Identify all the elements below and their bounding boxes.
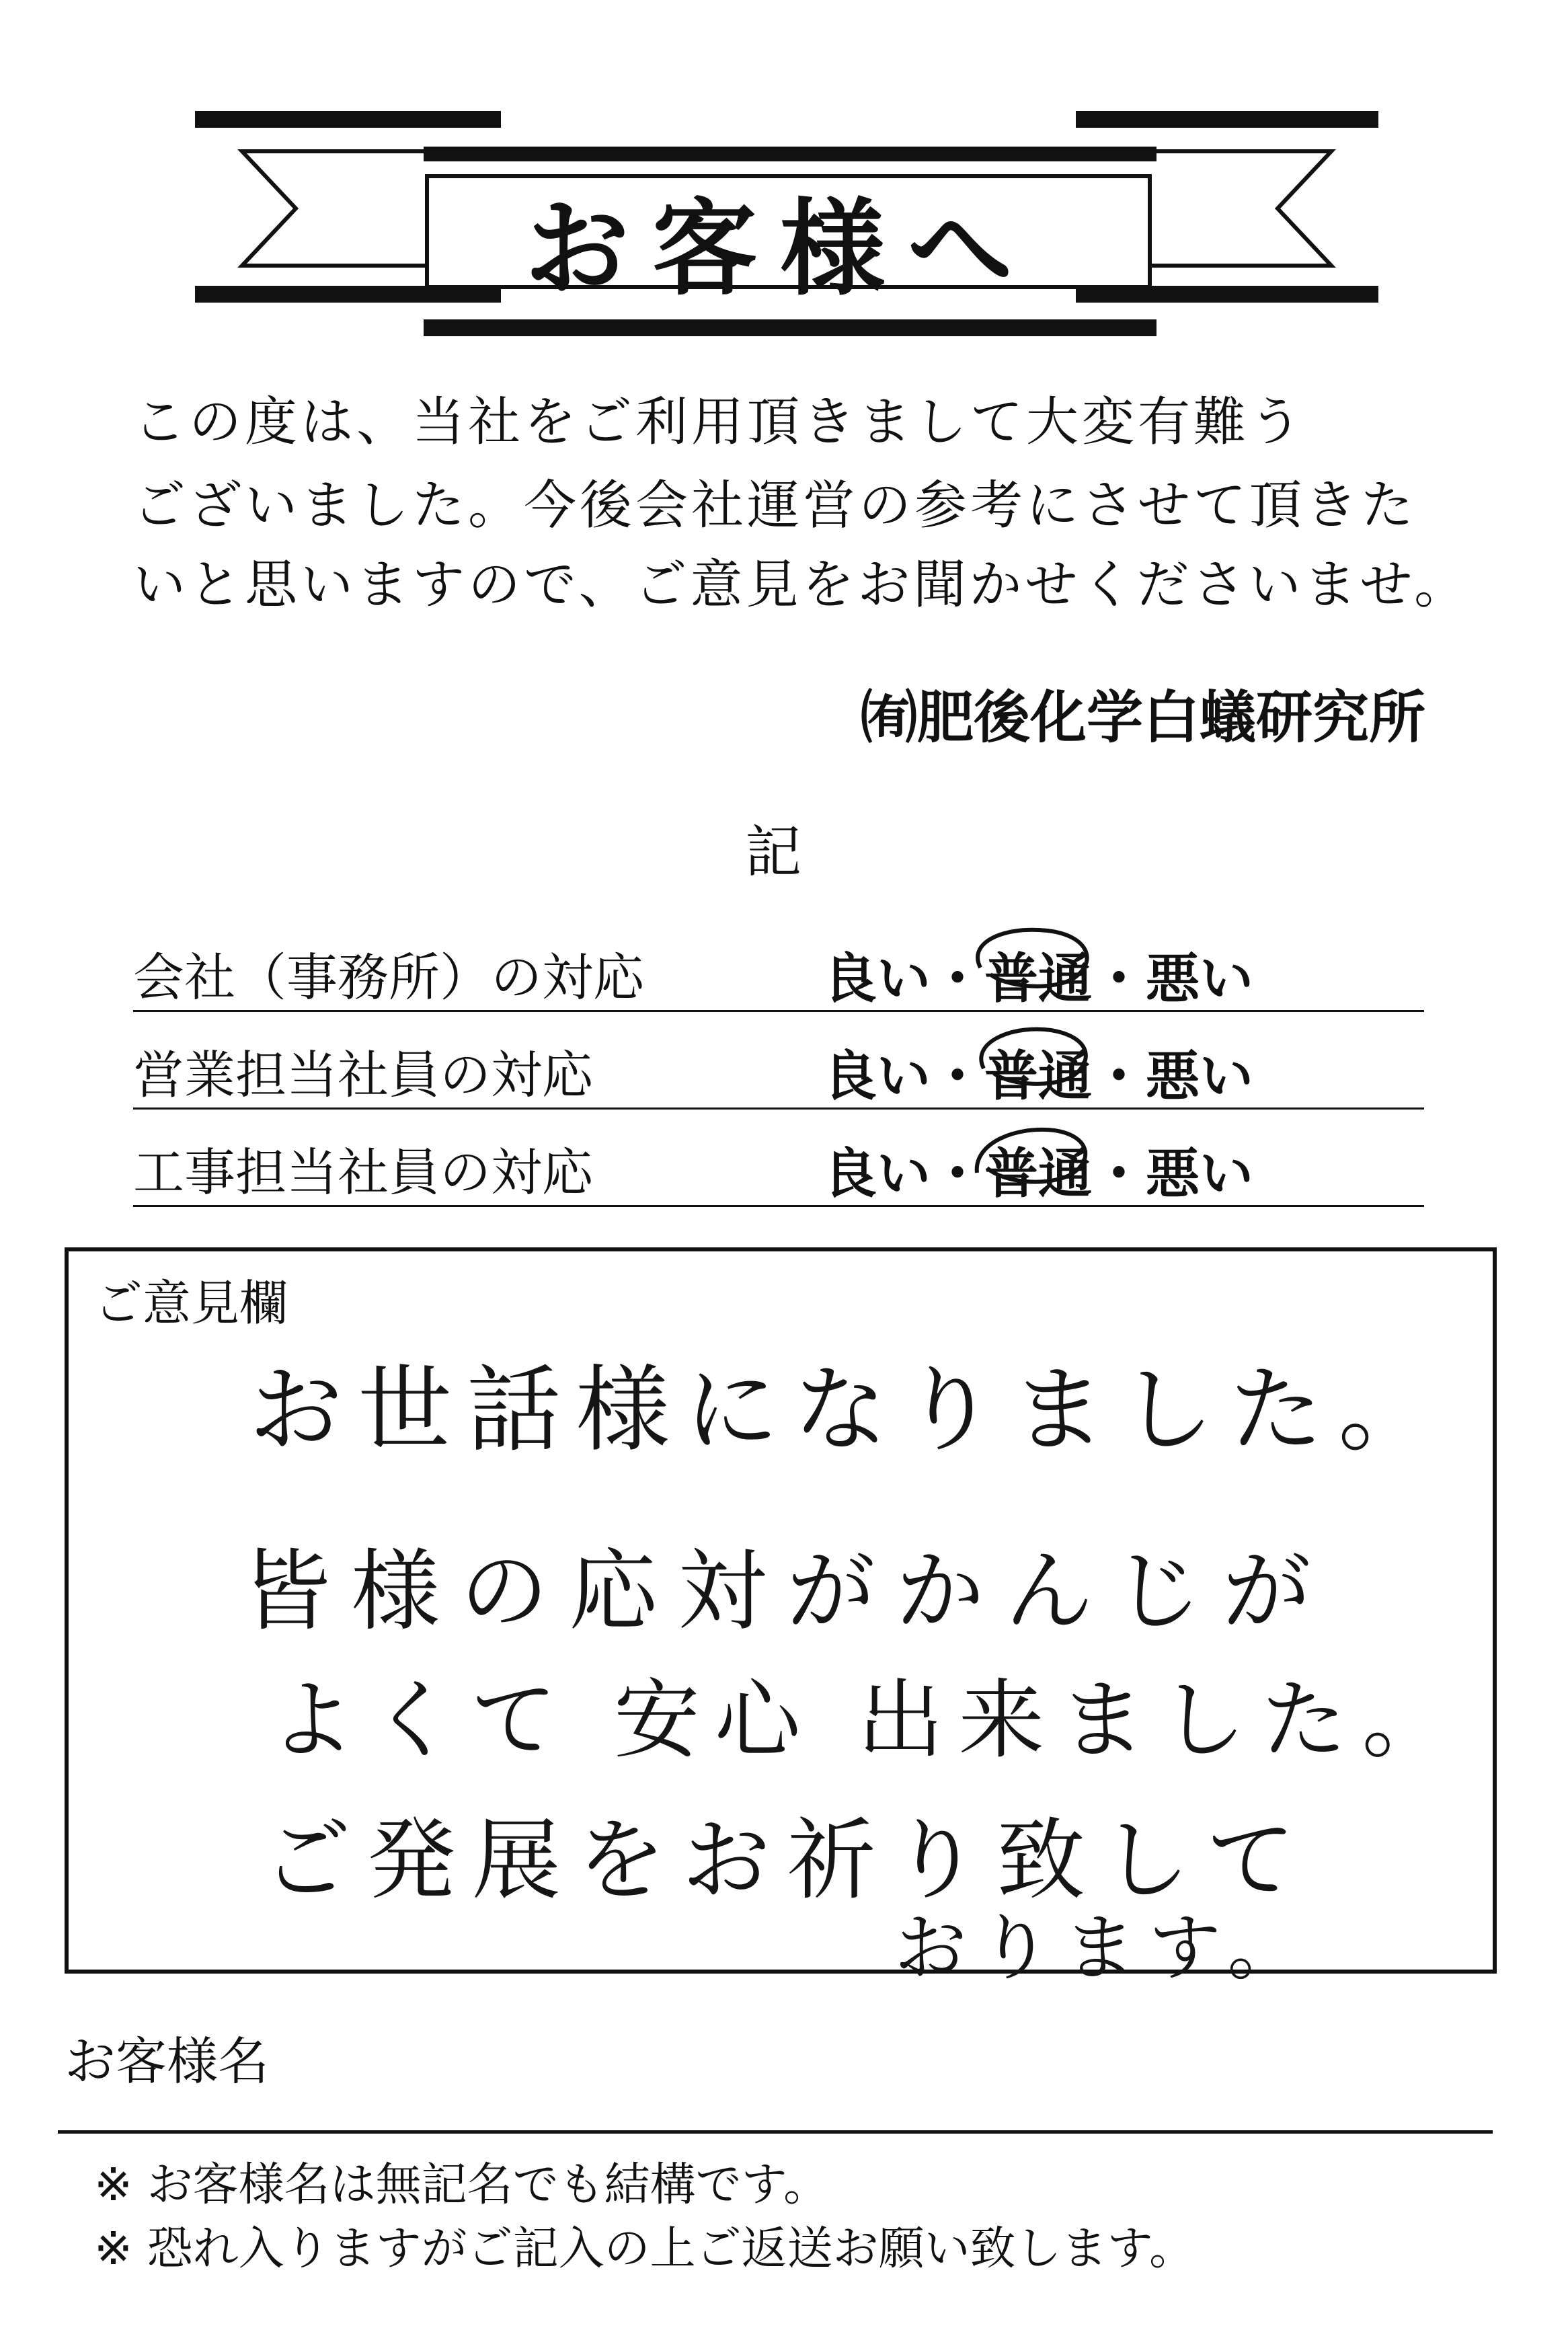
rating-row-office bbox=[133, 918, 1424, 1012]
handwritten-line-5: おります。 bbox=[894, 1906, 1312, 1990]
intro-line-3: いと思いますので、ご意見をお聞かせくださいませ。 bbox=[133, 555, 1471, 615]
rating-label: 工事担当社員の対応 bbox=[133, 1142, 593, 1202]
intro-line-1: この度は、当社をご利用頂きまして大変有難う bbox=[133, 392, 1306, 453]
comment-title: ご意見欄 bbox=[94, 1275, 288, 1331]
handwritten-line-1: お世話様になりました。 bbox=[249, 1356, 1448, 1465]
row-divider bbox=[133, 1107, 1424, 1110]
selection-circle-icon bbox=[960, 1018, 1101, 1092]
row-divider bbox=[133, 1010, 1424, 1012]
company-name: ㈲肥後化学白蟻研究所 bbox=[860, 685, 1425, 750]
selection-circle-icon bbox=[960, 1116, 1101, 1190]
rating-label: 会社（事務所）の対応 bbox=[133, 947, 644, 1007]
note-2: ※ 恐れ入りますがご記入の上ご返送お願い致します。 bbox=[94, 2222, 1195, 2276]
rating-choices[interactable]: 良い・普通・悪い bbox=[823, 1142, 1253, 1205]
section-mark: 記 bbox=[745, 819, 802, 885]
note-1: ※ お客様名は無記名でも結構です。 bbox=[94, 2159, 830, 2212]
rating-choices[interactable]: 良い・普通・悪い bbox=[823, 1045, 1253, 1107]
rating-label: 営業担当社員の対応 bbox=[133, 1045, 593, 1105]
row-divider bbox=[133, 1205, 1424, 1207]
selection-circle-icon bbox=[960, 921, 1101, 995]
page-title: お客様へ bbox=[524, 187, 1035, 310]
handwritten-line-4: ご発展をお祈り致して bbox=[262, 1809, 1311, 1912]
customer-name-label: お客様名 bbox=[65, 2031, 269, 2091]
handwritten-line-2: 皆様の応対がかんじが bbox=[242, 1540, 1331, 1643]
rating-row-construction bbox=[133, 1113, 1424, 1207]
customer-name-field[interactable] bbox=[58, 2130, 1493, 2134]
rating-choices[interactable]: 良い・普通・悪い bbox=[823, 947, 1253, 1010]
intro-line-2: ございました。今後会社運営の参考にさせて頂きた bbox=[133, 475, 1417, 536]
rating-row-sales bbox=[133, 1015, 1424, 1110]
handwritten-line-3: よくて 安心 出来ました。 bbox=[269, 1670, 1463, 1771]
